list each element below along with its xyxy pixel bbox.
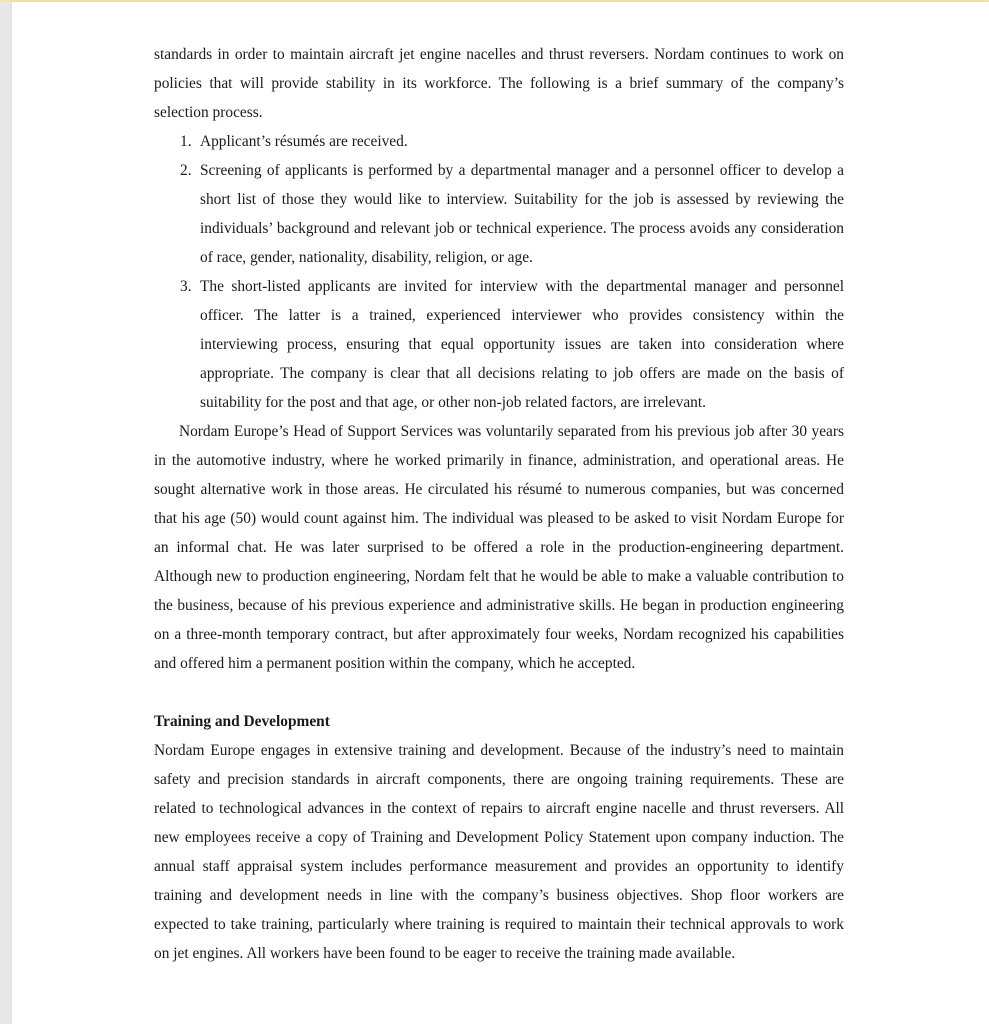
list-item-number: 1. [180, 133, 192, 150]
section-heading: Training and Development [154, 713, 330, 730]
intro-paragraph: standards in order to maintain aircraft jet engine nacelles and thrust reversers. Nordam continues to work on policies that will provide stability in its workforce. The following is a brief summary of the company’s selection process. [154, 46, 844, 121]
selection-process-list [154, 127, 844, 417]
list-item [154, 156, 844, 272]
list-item [154, 272, 844, 417]
training-paragraph: Nordam Europe engages in extensive training and development. Because of the industry’s need to maintain safety and precision standards in aircraft components, there are ongoing training requirements. These are related to technological advances in the context of repairs to aircraft engine nacelle and thrust reversers. All new employees receive a copy of Training and Development Policy Statement upon company induction. The annual staff appraisal system includes performance measurement and provides an opportunity to identify training and development needs in line with the company’s business objectives. Shop floor workers are expected to take training, particularly where training is required to maintain their technical approvals to work on jet engines. All workers have been found to be eager to receive the training made available. [154, 742, 844, 962]
document-page [12, 2, 989, 1024]
case-paragraph: Nordam Europe’s Head of Support Services was voluntarily separated from his previous job after 30 years in the automotive industry, where he worked primarily in finance, administration, and operational areas. He sought alternative work in those areas. He circulated his résumé to numerous companies, but was concerned that his age (50) would count against him. The individual was pleased to be asked to visit Nordam Europe for an informal chat. He was later surprised to be offered a role in the production-engineering department. Although new to production engineering, Nordam felt that he would be able to make a valuable contribution to the business, because of his previous experience and administrative skills. He began in production engineering on a three-month temporary contract, but after approximately four weeks, Nordam recognized his capabilities and offered him a permanent position within the company, which he accepted. [154, 423, 844, 672]
list-item-text: Screening of applicants is performed by a departmental manager and a personnel officer to develop a short list of those they would like to interview. Suitability for the job is assessed by reviewing the individuals’ background and relevant job or technical experience. The process avoids any consideration of race, gender, nationality, disability, religion, or age. [200, 162, 844, 266]
list-item-text: Applicant’s résumés are received. [200, 133, 408, 150]
list-item-number: 2. [180, 162, 192, 179]
document-content [154, 40, 844, 968]
list-item-number: 3. [180, 278, 192, 295]
list-item [154, 127, 844, 156]
section-spacer [154, 678, 844, 707]
list-item-text: The short-listed applicants are invited for interview with the departmental manager and personnel officer. The latter is a trained, experienced interviewer who provides consistency within the interviewing process, ensuring that equal opportunity issues are taken into consideration where appropriate. The company is clear that all decisions relating to job offers are made on the basis of suitability for the post and that age, or other non-job related factors, are irrelevant. [200, 278, 844, 411]
